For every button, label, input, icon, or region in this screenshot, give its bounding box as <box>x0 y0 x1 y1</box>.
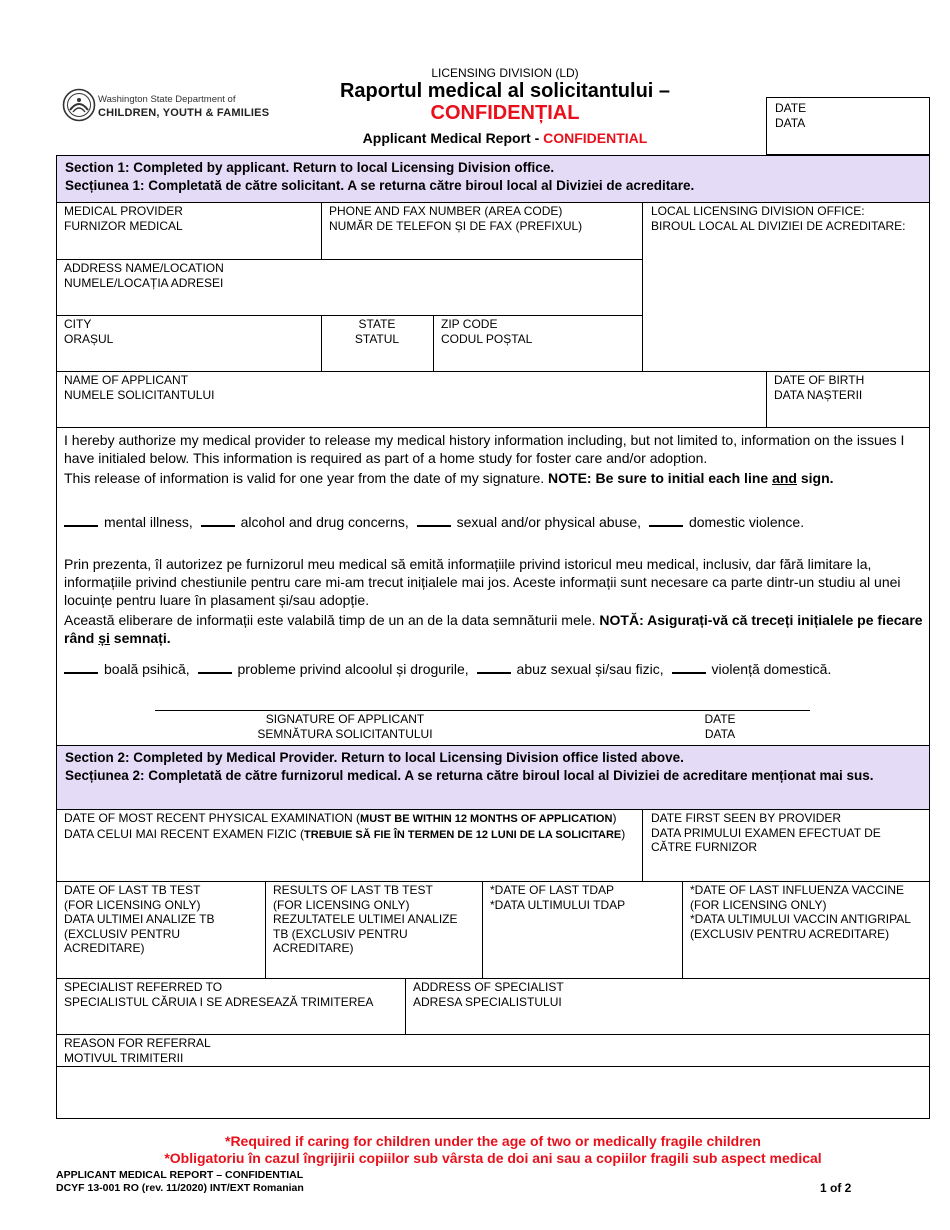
tb-results-label-4: TB (EXCLUSIV PENTRU <box>273 926 408 941</box>
tb-test-label-3: DATA ULTIMEI ANALIZE TB <box>64 912 215 926</box>
phone-label-en: PHONE AND FAX NUMBER (AREA CODE) <box>329 204 563 218</box>
initials-row-en <box>64 511 924 531</box>
exam-en-b: MUST BE WITHIN 12 MONTHS OF APPLICATION <box>360 813 613 825</box>
initial-blank-alcohol-drug[interactable] <box>201 511 235 527</box>
applicant-name-label-en: NAME OF APPLICANT <box>64 373 189 387</box>
auth-ro-note-sign: semnați. <box>109 630 171 646</box>
medical-provider-field[interactable] <box>64 204 183 233</box>
item-ro-alcohol-drug: probleme privind alcoolul și drogurile, <box>237 661 469 677</box>
signature-date-label <box>690 712 750 741</box>
section1-title-ro: Secțiunea 1: Completată de către solicitant. A se returna către biroul local al Diviziei de acreditare. <box>65 178 695 193</box>
tb-test-label-1: DATE OF LAST TB TEST <box>64 883 201 897</box>
auth-en-note-and: and <box>772 470 797 486</box>
header-date-label <box>775 101 806 130</box>
signature-label-en: SIGNATURE OF APPLICANT <box>265 712 425 726</box>
tb-results-label-2: (FOR LICENSING ONLY) <box>273 897 410 912</box>
tdap-label-2: *DATA ULTIMULUI TDAP <box>490 897 626 912</box>
applicant-name-label-ro: NUMELE SOLICITANTULUI <box>64 387 215 402</box>
auth-en-note-sign: sign. <box>796 470 834 486</box>
state-label-en: STATE <box>358 317 396 331</box>
auth-en-note-label: NOTE: Be sure to initial each line <box>548 470 773 486</box>
dob-field[interactable] <box>774 373 864 402</box>
title-en: Applicant Medical Report - <box>362 130 544 146</box>
section2-header <box>57 746 929 809</box>
tb-results-label-3: REZULTATELE ULTIMEI ANALIZE <box>273 912 458 926</box>
referral-reason-label-en: REASON FOR REFERRAL <box>64 1036 211 1050</box>
authorization-en <box>64 431 922 487</box>
zip-label-ro: CODUL POȘTAL <box>441 331 533 346</box>
state-label-ro: STATUL <box>354 331 400 346</box>
header-date-en: DATE <box>775 101 807 115</box>
title-en-confidential: CONFIDENTIAL <box>543 130 648 146</box>
section1-header <box>57 156 929 202</box>
page-subtitle <box>300 130 710 146</box>
referral-reason-line <box>56 1066 930 1067</box>
title-ro-confidential: CONFIDENȚIAL <box>430 102 580 124</box>
initial-blank-ro-alcohol-drug[interactable] <box>198 658 232 674</box>
initial-blank-ro-abuse[interactable] <box>477 658 511 674</box>
address-field[interactable] <box>64 261 224 290</box>
section1-title-en: Section 1: Completed by applicant. Return to local Licensing Division office. <box>65 160 555 175</box>
first-seen-label-2: DATA PRIMULUI EXAMEN EFECTUAT DE <box>651 825 881 840</box>
tb-test-label-4: (EXCLUSIV PENTRU <box>64 926 181 941</box>
signature-line[interactable] <box>155 710 810 711</box>
signature-label-ro: SEMNĂTURA SOLICITANTULUI <box>257 726 433 741</box>
signature-label <box>200 712 490 741</box>
specialist-label-en: SPECIALIST REFERRED TO <box>64 980 223 994</box>
last-exam-label-en <box>64 811 625 827</box>
specialist-address-label-en: ADDRESS OF SPECIALIST <box>413 980 564 994</box>
address-label-ro: NUMELE/LOCAȚIA ADRESEI <box>64 275 224 290</box>
signature-date-ro: DATA <box>704 726 736 741</box>
dob-label-ro: DATA NAȘTERII <box>774 387 863 402</box>
tb-results-field[interactable] <box>273 883 457 956</box>
flu-label-1: *DATE OF LAST INFLUENZA VACCINE <box>690 883 905 897</box>
phone-label-ro: NUMĂR DE TELEFON ȘI DE FAX (PREFIXUL) <box>329 218 583 233</box>
tdap-label-1: *DATE OF LAST TDAP <box>490 883 615 897</box>
initial-blank-mental-illness[interactable] <box>64 511 98 527</box>
first-seen-label-1: DATE FIRST SEEN BY PROVIDER <box>651 811 842 825</box>
flu-label-2: (FOR LICENSING ONLY) <box>690 897 827 912</box>
specialist-field[interactable] <box>64 980 373 1009</box>
tdap-date-field[interactable] <box>490 883 625 912</box>
medical-provider-label-en: MEDICAL PROVIDER <box>64 204 183 218</box>
flu-label-4: (EXCLUSIV PENTRU ACREDITARE) <box>690 926 890 941</box>
exam-en-c: ) <box>612 811 617 825</box>
signature-date-en: DATE <box>704 712 736 726</box>
logo-line2: CHILDREN, YOUTH & FAMILIES <box>98 107 270 119</box>
initials-row-ro <box>64 658 926 678</box>
required-note-en: *Required if caring for children under the age of two or medically fragile children <box>225 1133 761 1149</box>
specialist-label-ro: SPECIALISTUL CĂRUIA I SE ADRESEAZĂ TRIMITEREA <box>64 994 374 1009</box>
exam-en-a: DATE OF MOST RECENT PHYSICAL EXAMINATION ( <box>64 811 361 825</box>
initial-blank-domestic-violence[interactable] <box>649 511 683 527</box>
item-en-abuse: sexual and/or physical abuse, <box>456 514 642 530</box>
flu-label-3: *DATA ULTIMULUI VACCIN ANTIGRIPAL <box>690 912 911 926</box>
zip-field[interactable] <box>441 317 532 346</box>
first-seen-field[interactable] <box>651 811 881 855</box>
item-en-domestic-violence: domestic violence. <box>688 514 805 530</box>
section2-title-ro: Secțiunea 2: Completată de către furnizorul medical. A se returna către biroul local al Diviziei de acreditare menționat mai sus. <box>65 768 874 783</box>
exam-ro-c: ) <box>621 826 626 841</box>
specialist-address-label-ro: ADRESA SPECIALISTULUI <box>413 994 562 1009</box>
flu-vaccine-field[interactable] <box>690 883 911 941</box>
form-footer-title: APPLICANT MEDICAL REPORT – CONFIDENTIAL <box>56 1169 304 1181</box>
city-label-en: CITY <box>64 317 92 331</box>
city-field[interactable] <box>64 317 113 346</box>
item-ro-domestic-violence: violență domestică. <box>711 661 832 677</box>
last-exam-label-ro <box>64 827 625 843</box>
tb-results-label-5: ACREDITARE) <box>273 941 354 955</box>
initial-blank-ro-domestic-violence[interactable] <box>672 658 706 674</box>
authorization-en-text: I hereby authorize my medical provider to release my medical history information including, but not limited to, information on the issues I have initialed below. This information is required as part of a home study for foster care and/or adoption. <box>64 432 905 466</box>
header-date-box[interactable] <box>766 97 930 155</box>
tb-test-label-5: ACREDITARE) <box>64 941 145 955</box>
required-note-ro: *Obligatoriu în cazul îngrijirii copiilor sub vârsta de doi ani sau a copiilor fragili sub aspect medical <box>164 1150 822 1166</box>
auth-ro-note-label: NOTĂ: Asigurați-vă că treceți inițialele pe fiecare rând <box>64 612 923 646</box>
tb-test-date-field[interactable] <box>64 883 214 956</box>
auth-ro-validity: Această eliberare de informații este valabilă timp de un an de la data semnăturii mele. <box>64 612 600 628</box>
specialist-address-field[interactable] <box>413 980 564 1009</box>
address-label-en: ADDRESS NAME/LOCATION <box>64 261 224 275</box>
authorization-ro-note <box>64 611 926 647</box>
last-exam-field[interactable] <box>64 811 625 842</box>
first-seen-label-3: CĂTRE FURNIZOR <box>651 840 757 854</box>
phone-fax-field[interactable] <box>329 204 582 233</box>
item-en-mental-illness: mental illness, <box>104 514 193 530</box>
zip-label-en: ZIP CODE <box>441 317 498 331</box>
referral-reason-label-ro: MOTIVUL TRIMITERII <box>64 1050 184 1065</box>
authorization-ro-text: Prin prezenta, îl autorizez pe furnizorul meu medical să emită informațiile privind istoricul meu medical, inclusiv, dar fără limitare la, informațiile privind chestiunile pentru care mi-am trecut inițialele mai jos. Aceste informații sunt necesare ca parte dintr-un studiu al unei locuințe pentru luare în plasament și/sau adopție. <box>64 556 901 608</box>
initial-blank-ro-mental-illness[interactable] <box>64 658 98 674</box>
header-date-ro: DATA <box>775 115 806 130</box>
referral-reason-field[interactable] <box>64 1036 211 1065</box>
page-number: 1 of 2 <box>820 1181 852 1195</box>
state-field[interactable] <box>330 317 424 346</box>
exam-ro-a: DATA CELUI MAI RECENT EXAMEN FIZIC ( <box>64 826 305 841</box>
page-title <box>300 80 710 124</box>
tb-test-label-2: (FOR LICENSING ONLY) <box>64 897 201 912</box>
division-label: LICENSING DIVISION (LD) <box>431 66 579 80</box>
authorization-en-note <box>64 469 922 487</box>
item-ro-mental-illness: boală psihică, <box>104 661 190 677</box>
local-office-label-ro: BIROUL LOCAL AL DIVIZIEI DE ACREDITARE: <box>651 218 906 233</box>
local-office-field[interactable] <box>651 204 906 233</box>
exam-ro-b: TREBUIE SĂ FIE ÎN TERMEN DE 12 LUNI DE LA SOLICITARE <box>304 828 622 841</box>
logo-line1: Washington State Department of <box>98 94 236 105</box>
authorization-ro <box>64 555 926 647</box>
dob-label-en: DATE OF BIRTH <box>774 373 865 387</box>
item-ro-abuse: abuz sexual și/sau fizic, <box>516 661 664 677</box>
tb-results-label-1: RESULTS OF LAST TB TEST <box>273 883 433 897</box>
initial-blank-abuse[interactable] <box>417 511 451 527</box>
dcyf-logo-icon <box>62 88 96 122</box>
title-ro: Raportul medical al solicitantului – <box>339 80 671 102</box>
applicant-name-field[interactable] <box>64 373 214 402</box>
section2-title-en: Section 2: Completed by Medical Provider. Return to local Licensing Division office listed above. <box>65 750 684 765</box>
city-label-ro: ORAȘUL <box>64 331 114 346</box>
form-footer-number: DCYF 13-001 RO (rev. 11/2020) INT/EXT Romanian <box>56 1182 304 1194</box>
form-footer-id <box>56 1169 304 1195</box>
item-en-alcohol-drug: alcohol and drug concerns, <box>240 514 409 530</box>
auth-en-validity: This release of information is valid for one year from the date of my signature. <box>64 470 549 486</box>
auth-ro-note-and: și <box>98 630 110 646</box>
medical-provider-label-ro: FURNIZOR MEDICAL <box>64 218 183 233</box>
local-office-label-en: LOCAL LICENSING DIVISION OFFICE: <box>651 204 865 218</box>
